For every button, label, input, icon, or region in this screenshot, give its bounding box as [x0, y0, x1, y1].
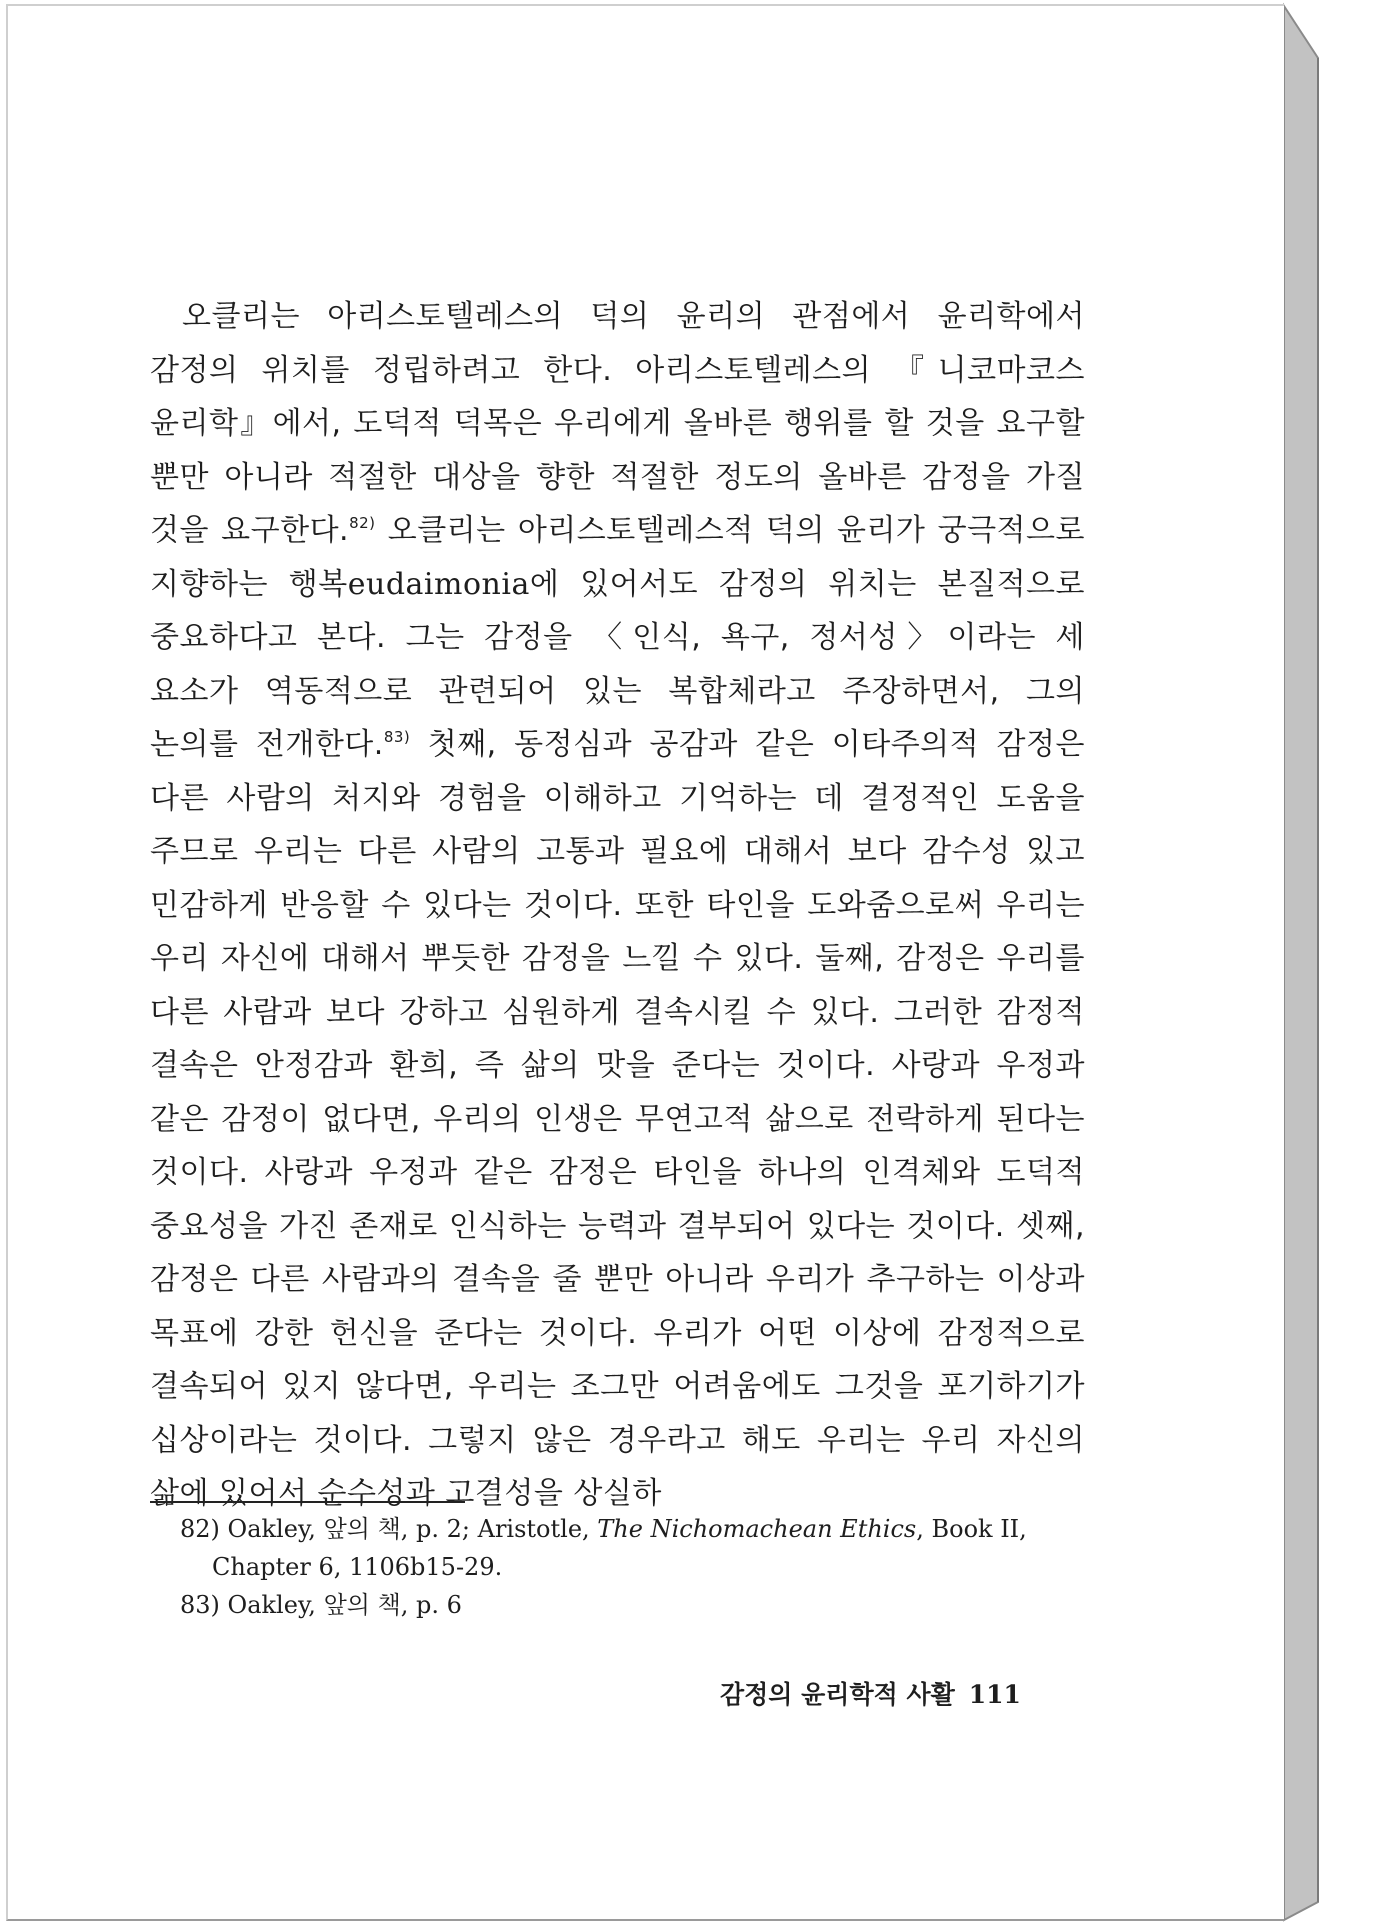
footnote-82	[180, 1510, 1080, 1586]
running-title: 감정의 윤리학적 사활	[720, 1680, 955, 1709]
running-footer	[720, 1675, 1050, 1711]
body-text-part-1: 오클리는 아리스토텔레스의 덕의 윤리의 관점에서 윤리학에서 감정의 위치를 정립하려고 한다. 아리스토텔레스의 『니코마코스 윤리학』에서, 도덕적 덕목은 우리에게 올바른 행위를 할 것을 요구할 뿐만 아니라 적절한 대상을 향한 적절한 정도의 올바른 감정을 가질 것을 요구한다.	[150, 299, 1085, 548]
footnote-83	[180, 1586, 1080, 1624]
footnote-83-text: 83) Oakley, 앞의 책, p. 6	[180, 1591, 462, 1619]
footnote-ref-83: 83)	[383, 728, 411, 746]
footnote-82-book-title: The Nichomachean Ethics	[597, 1515, 917, 1543]
body-paragraph	[150, 290, 1085, 1521]
body-text-part-2: 오클리는 아리스토텔레스적 덕의 윤리가 궁극적으로 지향하는 행복	[150, 513, 1085, 602]
body-term-eudaimonia: eudaimonia	[347, 566, 530, 602]
footnote-82-text-a: 82) Oakley, 앞의 책, p. 2; Aristotle,	[180, 1515, 598, 1543]
footnotes	[180, 1510, 1080, 1624]
footnote-divider	[150, 1501, 465, 1503]
body-text-part-3: 에 있어서도 감정의 위치는 본질적으로 중요하다고 본다. 그는 감정을 〈인식, 욕구, 정서성〉이라는 세 요소가 역동적으로 관련되어 있는 복합체라고 주장하면서, 그의 논의를 전개한다.	[150, 566, 1086, 762]
page-number: 111	[968, 1680, 1021, 1709]
footnote-ref-82: 82)	[349, 514, 376, 532]
footnote-82-text-b: , Book II, Chapter 6, 1106b15-29.	[212, 1515, 1027, 1581]
body-text-part-4: 첫째, 동정심과 공감과 같은 이타주의적 감정은 다른 사람의 처지와 경험을 이해하고 기억하는 데 결정적인 도움을 주므로 우리는 다른 사람의 고통과 필요에 대해서 보다 감수성 있고 민감하게 반응할 수 있다는 것이다. 또한 타인을 도와줌으로써 우리는 우리 자신에 대해서 뿌듯한 감정을 느낄 수 있다. 둘째, 감정은 우리를 다른 사람과 보다 강하고 심원하게 결속시킬 수 있다. 그러한 감정적 결속은 안정감과 환희, 즉 삶의 맛을 준다는 것이다. 사랑과 우정과 같은 감정이 없다면, 우리의 인생은 무연고적 삶으로 전락하게 된다는 것이다. 사랑과 우정과 같은 감정은 타인을 하나의 인격체와 도덕적 중요성을 가진 존재로 인식하는 능력과 결부되어 있다는 것이다. 셋째, 감정은 다른 사람과의 결속을 줄 뿐만 아니라 우리가 추구하는 이상과 목표에 강한 헌신을 준다는 것이다. 우리가 어떤 이상에 감정적으로 결속되어 있지 않다면, 우리는 조그만 어려움에도 그것을 포기하기가 십상이라는 것이다. 그렇지 않은 경우라고 해도 우리는 우리 자신의 삶에 있어서 순수성과 고결성을 상실하	[150, 727, 1085, 1511]
